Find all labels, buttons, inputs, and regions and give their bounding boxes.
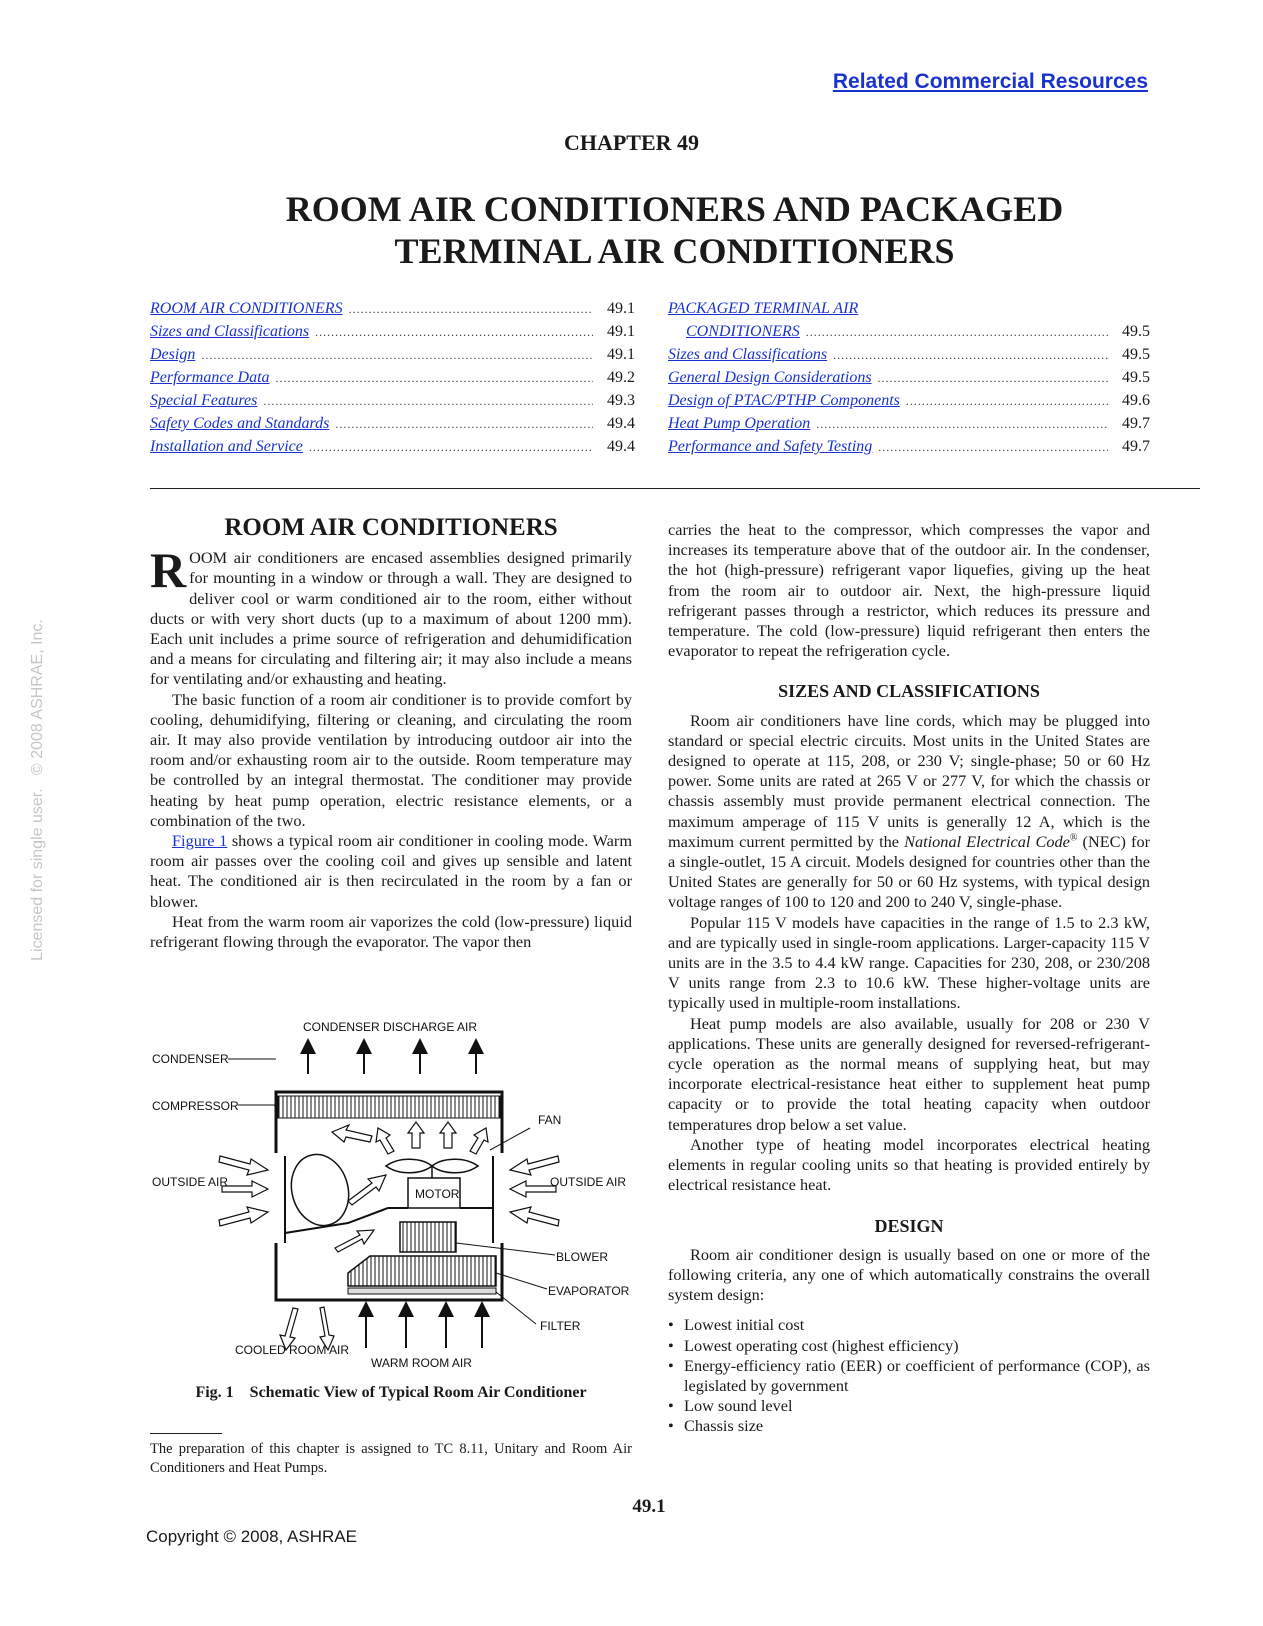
blower-wheel <box>400 1222 456 1252</box>
related-commercial-resources-link[interactable]: Related Commercial Resources <box>832 70 1148 93</box>
label-warm-room-air: WARM ROOM AIR <box>371 1356 472 1370</box>
toc-page: 49.5 <box>1122 323 1150 340</box>
toc-page: 49.5 <box>1122 369 1150 386</box>
toc-link[interactable]: General Design Considerations <box>668 369 872 386</box>
filter <box>348 1288 496 1294</box>
figure-1-schematic <box>150 1018 640 1378</box>
toc-link[interactable]: Performance Data <box>150 369 270 386</box>
condenser-coil <box>278 1096 500 1118</box>
paragraph: The basic function of a room air conditioner is to provide comfort by cooling, dehumidifying, filtering or cleaning, and circulating the room air. It may also provide ventilation by introducing outdoor air into the room and/or exhausting room air to the outside. Room temperature may be controlled by an integral thermostat. The conditioner may provide heating by heat pump operation, electric resistance elements, or a combination of the two. <box>150 689 632 830</box>
toc-right-column <box>668 300 1150 461</box>
toc-entry[interactable] <box>150 323 635 346</box>
toc-page: 49.5 <box>1122 346 1150 363</box>
left-column <box>150 514 632 952</box>
toc-page: 49.1 <box>607 346 635 363</box>
toc-entry[interactable] <box>150 300 635 323</box>
toc-entry-first-line[interactable] <box>668 300 1150 323</box>
paragraph: carries the heat to the compressor, which compresses the vapor and increases its temperature above that of the outdoor air. In the condenser, the hot (high-pressure) refrigerant vapor liquefies, giving up the heat from the room air to outdoor air. Next, the high-pressure liquid refrigerant passes through a restrictor, which reduces its pressure and temperature. The cold (low-pressure) liquid refrigerant then enters the evaporator to repeat the refrigeration cycle. <box>668 520 1150 661</box>
figure-1-link[interactable]: Figure 1 <box>172 831 228 851</box>
toc-entry[interactable] <box>668 346 1150 369</box>
section-heading-sizes: SIZES AND CLASSIFICATIONS <box>778 681 1040 702</box>
toc-link[interactable]: Design of PTAC/PTHP Components <box>668 392 900 409</box>
section-heading: ROOM AIR CONDITIONERS <box>224 514 558 541</box>
license-watermark: Licensed for single user. © 2008 ASHRAE, Inc. <box>29 619 46 961</box>
label-outside-air-right: OUTSIDE AIR <box>550 1175 627 1189</box>
chapter-title-line-2: TERMINAL AIR CONDITIONERS <box>394 231 955 271</box>
copyright: Copyright © 2008, ASHRAE <box>146 1527 357 1546</box>
dropcap: R <box>150 542 187 599</box>
toc-link[interactable]: ROOM AIR CONDITIONERS <box>150 300 343 317</box>
toc-page: 49.4 <box>607 438 635 455</box>
footnote: The preparation of this chapter is assigned to TC 8.11, Unitary and Room Air Conditioners and Heat Pumps. <box>150 1441 632 1476</box>
footnote-rule <box>150 1433 222 1434</box>
toc-page: 49.6 <box>1122 392 1150 409</box>
label-motor: MOTOR <box>415 1187 460 1201</box>
toc-link[interactable]: Installation and Service <box>150 438 303 455</box>
toc-entry[interactable] <box>150 369 635 392</box>
paragraph: Popular 115 V models have capacities in the range of 1.5 to 2.3 kW, and are typically used in single-room applications. Larger-capacity 115 V units are in the 3.5 to 4.4 kW range. Capacities for 230, 208, or 230/208 V units range from 2.3 to 10.6 kW. These higher-voltage units are typically used in multiple-room installations. <box>668 912 1150 1013</box>
paragraph: Heat from the warm room air vaporizes the cold (low-pressure) liquid refrigerant flowing through the evaporator. The vapor then <box>150 911 632 952</box>
toc-link[interactable]: Sizes and Classifications <box>668 346 828 363</box>
toc-left-column <box>150 300 635 461</box>
toc-entry[interactable] <box>668 369 1150 392</box>
chapter-label: CHAPTER 49 <box>563 130 700 155</box>
label-filter: FILTER <box>540 1319 581 1333</box>
toc-link[interactable]: CONDITIONERS <box>686 323 800 340</box>
toc-entry[interactable] <box>668 323 1150 346</box>
toc-page: 49.7 <box>1122 415 1150 432</box>
label-fan: FAN <box>538 1113 562 1127</box>
list-item: • Chassis size <box>668 1416 1150 1436</box>
figure-caption: Fig. 1 Schematic View of Typical Room Air Conditioner <box>195 1384 587 1401</box>
paragraph: Figure 1 shows a typical room air conditioner in cooling mode. Warm room air passes over the cooling coil and gives up sensible and latent heat. The conditioned air is then recirculated in the room by a fan or blower. <box>150 831 632 911</box>
toc-link[interactable]: Heat Pump Operation <box>668 415 811 432</box>
label-blower: BLOWER <box>556 1250 609 1264</box>
right-column <box>668 520 1150 1437</box>
intro-paragraph: ROOM air conditioners are encased assemblies designed primarily for mounting in a window or through a wall. They are designed to deliver cool or warm conditioned air to the room, either without ducts or with very short ducts (up to a maximum of about 1200 mm). Each unit includes a prime source of refrigeration and dehumidification and a means for circulating and filtering air; it may also include a means for ventilating and/or exhausting and heating. <box>150 542 632 689</box>
discharge-arrows <box>308 1042 476 1074</box>
toc-link[interactable]: Sizes and Classifications <box>150 323 310 340</box>
page-number: 49.1 <box>632 1496 666 1517</box>
toc-link[interactable]: Safety Codes and Standards <box>150 415 330 432</box>
toc-page: 49.1 <box>607 323 635 340</box>
section-divider <box>150 488 1200 489</box>
toc-page: 49.7 <box>1122 438 1150 455</box>
toc-page: 49.2 <box>607 369 635 386</box>
chapter-title <box>150 188 1199 272</box>
evaporator-coil <box>348 1256 496 1286</box>
toc-entry[interactable] <box>668 415 1150 438</box>
toc-link[interactable]: Design <box>150 346 196 363</box>
toc-entry[interactable] <box>150 415 635 438</box>
toc-link[interactable]: PACKAGED TERMINAL AIR <box>668 300 859 317</box>
list-item: • Energy-efficiency ratio (EER) or coefficient of performance (COP), as legislated by government <box>668 1356 1150 1396</box>
toc-entry[interactable] <box>150 438 635 461</box>
paragraph: Heat pump models are also available, usually for 208 or 230 V applications. These units are generally designed for reversed-refrigerant-cycle operation as the normal means of supplying heat, but may incorporate electrical-resistance heat either to supplement heat pump capacity or to provide the total heating capacity when outdoor temperatures drop below a set value. <box>668 1013 1150 1134</box>
section-heading-design: DESIGN <box>874 1215 944 1236</box>
toc-link[interactable]: Special Features <box>150 392 258 409</box>
toc-entry[interactable] <box>668 438 1150 461</box>
toc-page: 49.1 <box>607 300 635 317</box>
toc-page: 49.3 <box>607 392 635 409</box>
paragraph: Room air conditioner design is usually based on one or more of the following criteria, any one of which automatically constrains the overall system design: <box>668 1244 1150 1305</box>
list-item: • Low sound level <box>668 1396 1150 1416</box>
paragraph: Room air conditioners have line cords, which may be plugged into standard or special electric circuits. Most units in the United States are designed to operate at 115, 208, or 230 V; single-phase; 50 or 60 Hz power. Some units are rated at 265 V or 277 V, for which the chassis or chassis assembly must provide permanent electrical connection. The maximum amperage of 115 V units is generally 12 A, which is the maximum current permitted by the National Electrical Code® (NEC) for a single-outlet, 15 A circuit. Models designed for countries other than the United States are generally for 50 or 60 Hz systems, with typical design voltage ranges of 100 to 120 and 200 to 240 V, single-phase. <box>668 710 1151 912</box>
toc-entry[interactable] <box>150 392 635 415</box>
label-evaporator: EVAPORATOR <box>548 1284 630 1298</box>
toc-page: 49.4 <box>607 415 635 432</box>
toc-link[interactable]: Performance and Safety Testing <box>668 438 873 455</box>
design-criteria-list <box>668 1315 1150 1436</box>
chapter-title-line-1: ROOM AIR CONDITIONERS AND PACKAGED <box>285 189 1064 229</box>
label-outside-air-left: OUTSIDE AIR <box>152 1175 229 1189</box>
paragraph: Another type of heating model incorporates electrical heating elements in regular cooling units so that heating is provided entirely by electrical resistance heat. <box>668 1134 1150 1195</box>
label-cooled-room-air: COOLED ROOM AIR <box>235 1343 350 1357</box>
label-condenser-discharge-air: CONDENSER DISCHARGE AIR <box>303 1020 478 1034</box>
label-compressor: COMPRESSOR <box>152 1099 239 1113</box>
list-item: • Lowest operating cost (highest efficiency) <box>668 1336 1150 1356</box>
list-item: • Lowest initial cost <box>668 1315 1150 1335</box>
toc-entry[interactable] <box>150 346 635 369</box>
label-condenser: CONDENSER <box>152 1052 229 1066</box>
toc-entry[interactable] <box>668 392 1150 415</box>
schematic-diagram <box>150 1018 640 1378</box>
